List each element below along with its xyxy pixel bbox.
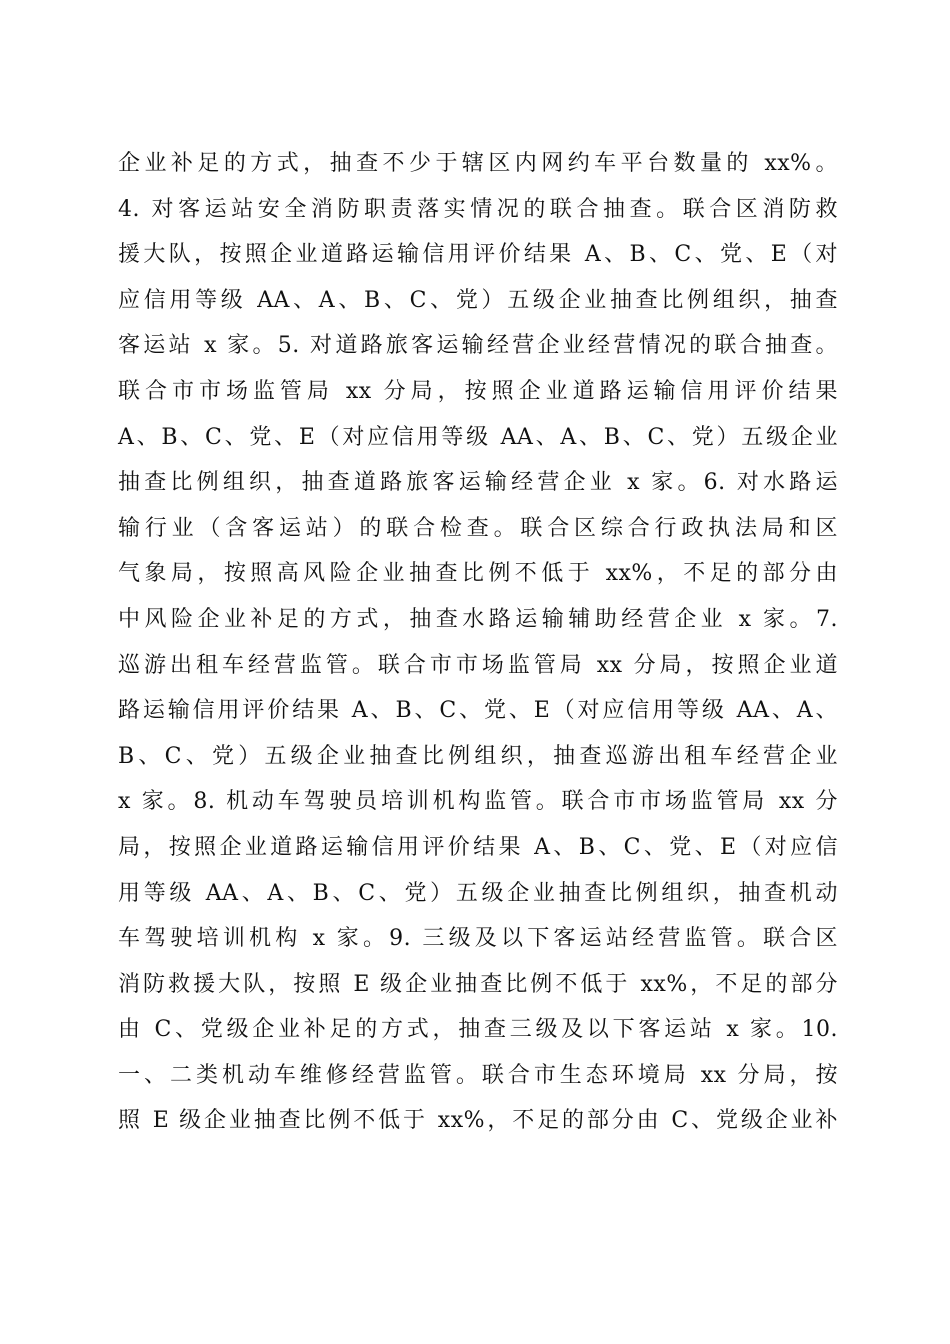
text-line-18: 车驾驶培训机构 x 家。9. 三级及以下客运站经营监管。联合区 — [118, 926, 838, 952]
text-line-16: 局，按照企业道路运输信用评价结果 A、B、C、党、E（对应信 — [118, 834, 838, 860]
text-line-5: 客运站 x 家。5. 对道路旅客运输经营企业经营情况的联合抽查。 — [118, 333, 838, 359]
body-text — [118, 141, 838, 1144]
text-line-13: 路运输信用评价结果 A、B、C、党、E（对应信用等级 AA、A、 — [118, 698, 838, 724]
text-line-22: 照 E 级企业抽查比例不低于 xx%，不足的部分由 C、党级企业补 — [118, 1108, 838, 1134]
text-line-19: 消防救援大队，按照 E 级企业抽查比例不低于 xx%，不足的部分 — [118, 971, 838, 997]
text-line-11: 中风险企业补足的方式，抽查水路运输辅助经营企业 x 家。7. — [118, 606, 838, 632]
text-line-10: 气象局，按照高风险企业抽查比例不低于 xx%，不足的部分由 — [118, 561, 838, 587]
text-line-4: 应信用等级 AA、A、B、C、党）五级企业抽查比例组织，抽查 — [118, 287, 838, 313]
text-line-9: 输行业（含客运站）的联合检查。联合区综合行政执法局和区 — [118, 515, 838, 541]
text-line-3: 援大队，按照企业道路运输信用评价结果 A、B、C、党、E（对 — [118, 242, 838, 268]
text-line-12: 巡游出租车经营监管。联合市市场监管局 xx 分局，按照企业道 — [118, 652, 838, 678]
text-line-17: 用等级 AA、A、B、C、党）五级企业抽查比例组织，抽查机动 — [118, 880, 838, 906]
text-line-14: B、C、党）五级企业抽查比例组织，抽查巡游出租车经营企业 — [118, 743, 838, 769]
text-line-7: A、B、C、党、E（对应信用等级 AA、A、B、C、党）五级企业 — [118, 424, 838, 450]
text-line-8: 抽查比例组织，抽查道路旅客运输经营企业 x 家。6. 对水路运 — [118, 470, 838, 496]
text-line-20: 由 C、党级企业补足的方式，抽查三级及以下客运站 x 家。10. — [118, 1017, 838, 1043]
text-line-21: 一、二类机动车维修经营监管。联合市生态环境局 xx 分局，按 — [118, 1062, 838, 1088]
text-line-2: 4. 对客运站安全消防职责落实情况的联合抽查。联合区消防救 — [118, 196, 838, 222]
text-line-1: 企业补足的方式，抽查不少于辖区内网约车平台数量的 xx%。 — [118, 151, 838, 176]
text-line-6: 联合市市场监管局 xx 分局，按照企业道路运输信用评价结果 — [118, 378, 838, 404]
text-line-15: x 家。8. 机动车驾驶员培训机构监管。联合市市场监管局 xx 分 — [118, 789, 838, 815]
